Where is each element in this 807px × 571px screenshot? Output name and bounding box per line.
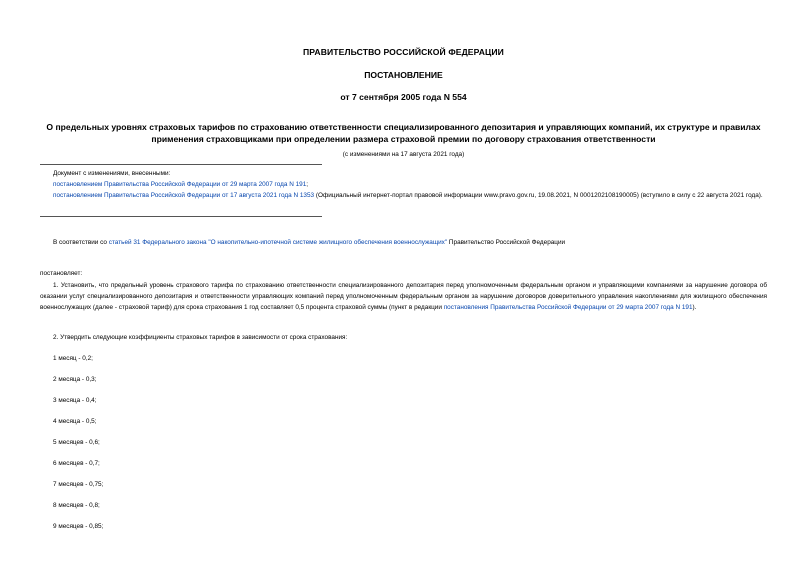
coefficient-item: 5 месяцев - 0,6; <box>53 439 100 446</box>
amendment-tail: (Официальный интернет-портал правовой информации www.pravo.gov.ru, 19.08.2021, N 0001202108190005) (вступило в силу с 22 августа 2021 года). <box>314 192 763 199</box>
coefficient-item: 3 месяца - 0,4; <box>53 397 97 404</box>
preamble-text: Правительство Российской Федерации <box>447 239 566 246</box>
coefficient-item: 7 месяцев - 0,75; <box>53 481 104 488</box>
coefficient-item: 2 месяца - 0,3; <box>53 376 97 383</box>
federal-law-link[interactable]: статьей 31 Федерального закона "О накопительно-ипотечной системе жилищного обеспечения военнослужащих" <box>108 239 448 246</box>
amendment-link-2021[interactable]: постановлением Правительства Российской Федерации от 17 августа 2021 года N 1353 <box>53 192 315 199</box>
document-title: О предельных уровнях страховых тарифов по страхованию ответственности специализированного депозитария и управляющих компаний, их структуре и правилах применения страховщиками при определении размера страховой премии по договору страхования ответственности <box>46 122 761 144</box>
paragraph-1-tail: ). <box>692 304 697 311</box>
coefficient-item: 8 месяцев - 0,8; <box>53 502 100 509</box>
divider-top <box>40 164 322 165</box>
divider-bottom <box>40 216 322 217</box>
amendment-tail: ; <box>306 181 309 188</box>
paragraph-1-link[interactable]: постановления Правительства Российской Федерации от 29 марта 2007 года N 191 <box>443 304 693 311</box>
preamble <box>53 237 767 248</box>
resolves-text: постановляет: <box>40 270 83 277</box>
amendments-intro: Документ с изменениями, внесенными: <box>53 170 171 177</box>
doc-type-heading: ПОСТАНОВЛЕНИЕ <box>364 70 443 80</box>
preamble-text: В соответствии со <box>53 239 109 246</box>
amendment-link-2007[interactable]: постановлением Правительства Российской Федерации от 29 марта 2007 года N 191 <box>53 181 307 188</box>
changes-note: (с изменениями на 17 августа 2021 года) <box>342 151 465 158</box>
date-number-heading: от 7 сентября 2005 года N 554 <box>340 92 467 102</box>
paragraph-2: 2. Утвердить следующие коэффициенты страховых тарифов в зависимости от срока страхования: <box>53 334 348 341</box>
coefficient-item: 4 месяца - 0,5; <box>53 418 97 425</box>
coefficient-item: 1 месяц - 0,2; <box>53 355 93 362</box>
coefficient-item: 9 месяцев - 0,85; <box>53 523 104 530</box>
government-heading: ПРАВИТЕЛЬСТВО РОССИЙСКОЙ ФЕДЕРАЦИИ <box>303 47 504 57</box>
paragraph-1-text: 1. Установить, что предельный уровень страхового тарифа по страхованию ответственности специализированного депозитария перед уполномоченным федеральным органом и управляющими компаниями за нарушение договора об оказании услуг специализированного депозитария и ответственности управляющих компаний перед уполномоченным федеральным органом за нарушение договоров доверительного управления накоплениями для жилищного обеспечения военнослужащих (далее - страховой тариф) для срока страхования 1 год составляет 0,5 процента страховой суммы (пункт в редакции <box>40 282 767 311</box>
amendment-item <box>53 179 767 190</box>
amendments-block <box>53 168 767 201</box>
paragraph-1 <box>40 280 767 313</box>
amendment-item <box>40 190 767 201</box>
coefficient-item: 6 месяцев - 0,7; <box>53 460 100 467</box>
